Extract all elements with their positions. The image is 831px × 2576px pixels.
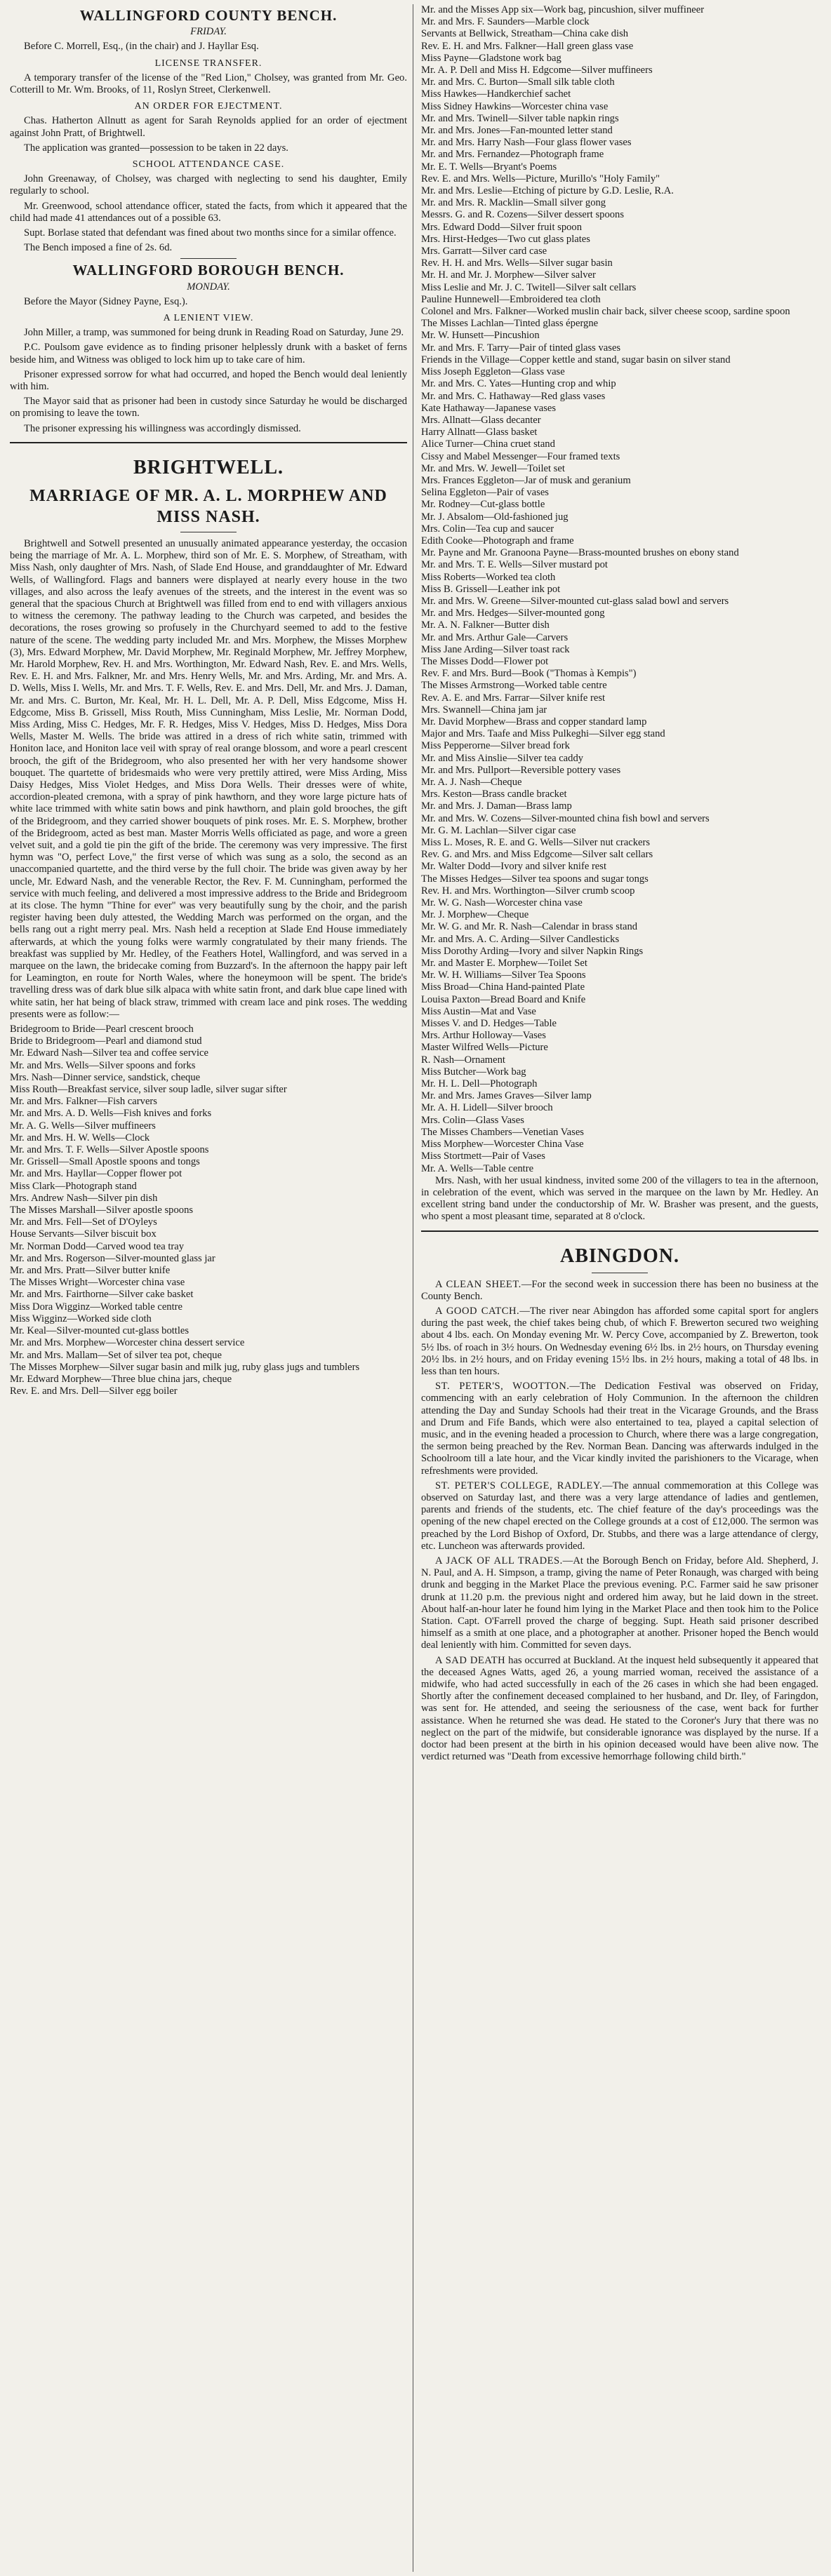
- list-item: The Misses Morphew—Silver sugar basin and milk jug, ruby glass jugs and tumblers: [10, 1361, 360, 1373]
- list-item: Miss Payne—Gladstone work bag: [421, 52, 561, 64]
- paragraph: John Greenaway, of Cholsey, was charged with neglecting to send his daughter, Emily regularly to school.: [10, 173, 407, 197]
- paragraph: The Bench imposed a fine of 2s. 6d.: [24, 242, 173, 254]
- list-item: Mr. and Mrs. C. Hathaway—Red glass vases: [421, 390, 606, 402]
- list-item: Master Wilfred Wells—Picture: [421, 1042, 548, 1054]
- paragraph: [421, 1555, 818, 1652]
- abingdon-section: [421, 1245, 818, 1764]
- list-item: Mr. and Miss Ainslie—Silver tea caddy: [421, 752, 584, 764]
- case-subheading: SCHOOL ATTENDANCE CASE.: [132, 159, 285, 170]
- list-item: Mr. and Mrs. Jones—Fan-mounted letter stand: [421, 125, 613, 137]
- list-item: Mr. and Mrs. Rogerson—Silver-mounted glass jar: [10, 1252, 215, 1264]
- list-item: Mr. and Mrs. Falkner—Fish carvers: [10, 1096, 157, 1108]
- list-item: Mr. and Mrs. James Graves—Silver lamp: [421, 1090, 592, 1102]
- brightwell-article: [10, 456, 407, 1397]
- divider: [180, 258, 237, 259]
- list-item: Miss B. Grissell—Leather ink pot: [421, 583, 561, 595]
- list-item: Mr. J. Morphew—Cheque: [421, 909, 529, 921]
- list-item: Mr. and Mrs. Pratt—Silver butter knife: [10, 1265, 171, 1277]
- list-item: Miss Pepperorne—Silver bread fork: [421, 740, 570, 752]
- paragraph: [421, 1381, 818, 1477]
- list-item: The Misses Dodd—Flower pot: [421, 655, 549, 667]
- paragraph: John Miller, a tramp, was summoned for being drunk in Reading Road on Saturday, June 29.: [24, 327, 404, 339]
- list-item: Mr. and the Misses App six—Work bag, pincushion, silver muffineer: [421, 4, 705, 15]
- list-item: Rev. H. H. and Mrs. Wells—Silver sugar basin: [421, 257, 613, 269]
- list-item: Mr. and Mrs. W. Greene—Silver-mounted cut-glass salad bowl and servers: [421, 595, 729, 607]
- section-heading: WALLINGFORD COUNTY BENCH.: [79, 7, 338, 24]
- paragraph-lead: A GOOD CATCH.: [435, 1305, 520, 1317]
- list-item: Mr. W. H. Williams—Silver Tea Spoons: [421, 970, 586, 981]
- paragraph: [421, 1480, 818, 1552]
- list-item: Mr. and Mrs. Fernandez—Photograph frame: [421, 149, 604, 161]
- presents-list-continued: [421, 4, 818, 1175]
- list-item: Miss L. Moses, R. E. and G. Wells—Silver nut crackers: [421, 837, 651, 849]
- list-item: Miss Routh—Breakfast service, silver soup ladle, silver sugar sifter: [10, 1084, 287, 1096]
- paragraph-body: —For the second week in succession there has been no business at the County Bench.: [421, 1278, 818, 1302]
- list-item: Mr. W. G. and Mr. R. Nash—Calendar in brass stand: [421, 921, 638, 933]
- list-item: The Misses Marshall—Silver apostle spoons: [10, 1205, 194, 1216]
- list-item: Mr. and Mrs. Mallam—Set of silver tea pot, cheque: [10, 1349, 222, 1361]
- list-item: Mr. Keal—Silver-mounted cut-glass bottles: [10, 1325, 190, 1337]
- paragraph-lead: ST. PETER'S COLLEGE, RADLEY.: [435, 1480, 603, 1491]
- list-item: Mr. and Mrs. H. W. Wells—Clock: [10, 1132, 150, 1143]
- list-item: Rev. F. and Mrs. Burd—Book ("Thomas à Kempis"): [421, 668, 637, 680]
- list-item: Mr. Rodney—Cut-glass bottle: [421, 499, 545, 511]
- list-item: Rev. E. and Mrs. Wells—Picture, Murillo's "Holy Family": [421, 173, 660, 185]
- paragraph-body: —At the Borough Bench on Friday, before Ald. Shepherd, J. N. Paul, and A. H. Simpson, a tramp, giving the name of Peter Ronaugh, was charged with being drunk and begging in the Market Place the previous evening. P.C. Farmer said he saw prisoner drunk at 11.20 p.m. the previous night and ordered him away, but he laid down in the street. About half-an-hour later he found him lying in the Market Place and then took him to the Police Station. Capt. O'Farrell proved the charge of begging. Supt. Heath said prisoner described himself as a smith at one place, and a photographer at another. Prisoner hoped the Bench would deal leniently with him. Committed for seven days.: [421, 1555, 818, 1651]
- list-item: Rev. H. and Mrs. Worthington—Silver crumb scoop: [421, 885, 635, 897]
- list-item: Mrs. Nash—Dinner service, sandstick, cheque: [10, 1071, 201, 1083]
- paragraph: A temporary transfer of the license of the "Red Lion," Cholsey, was granted from Mr. Geo. Cotterill to Mr. Wm. Brooks, of 11, Roslyn Street, Clerkenwell.: [10, 72, 407, 96]
- list-item: Mr. David Morphew—Brass and copper standard lamp: [421, 716, 647, 727]
- paragraph: Prisoner expressed sorrow for what had occurred, and hoped the Bench would deal leniently with him.: [10, 368, 407, 393]
- divider: [421, 1230, 818, 1232]
- case-subheading: AN ORDER FOR EJECTMENT.: [134, 101, 283, 112]
- paragraph: Chas. Hatherton Allnutt as agent for Sarah Reynolds applied for an order of ejectment against John Pratt, of Brightwell.: [10, 115, 407, 139]
- list-item: Miss Morphew—Worcester China Vase: [421, 1139, 584, 1151]
- paragraph-lead: A CLEAN SHEET.: [435, 1278, 521, 1290]
- list-item: Miss Stortmett—Pair of Vases: [421, 1151, 545, 1162]
- paragraph: [421, 1306, 818, 1378]
- right-column: [421, 4, 818, 2572]
- list-item: Mr. and Mrs. Hedges—Silver-mounted gong: [421, 608, 605, 619]
- section-heading: WALLINGFORD BOROUGH BENCH.: [72, 262, 345, 279]
- list-item: Mr. and Mrs. T. E. Wells—Silver mustard pot: [421, 559, 608, 571]
- list-item: Mr. and Mrs. F. Saunders—Marble clock: [421, 16, 590, 28]
- list-item: Colonel and Mrs. Falkner—Worked muslin chair back, silver cheese scoop, sardine spoon: [421, 306, 790, 318]
- list-item: Mrs. Andrew Nash—Silver pin dish: [10, 1192, 158, 1204]
- list-item: The Misses Armstrong—Worked table centre: [421, 680, 607, 692]
- list-item: Mr. and Mrs. R. Macklin—Small silver gong: [421, 197, 606, 209]
- list-item: Harry Allnatt—Glass basket: [421, 427, 538, 438]
- list-item: Miss Dora Wigginz—Worked table centre: [10, 1301, 182, 1313]
- list-item: Rev. A. E. and Mrs. Farrar—Silver knife rest: [421, 692, 606, 704]
- paragraph: The Mayor said that as prisoner had been in custody since Saturday he would be discharged on promising to leave the town.: [10, 396, 407, 420]
- list-item: Mr. Grissell—Small Apostle spoons and tongs: [10, 1156, 200, 1168]
- list-item: Mr. H. and Mr. J. Morphew—Silver salver: [421, 269, 596, 281]
- list-item: Servants at Bellwick, Streatham—China cake dish: [421, 28, 629, 40]
- wallingford-county-bench: [10, 7, 407, 254]
- list-item: The Misses Wright—Worcester china vase: [10, 1277, 185, 1289]
- list-item: Friends in the Village—Copper kettle and stand, sugar basin on silver stand: [421, 354, 731, 365]
- paragraph-body: —The annual commemoration at this College was observed on Saturday last, and there was a very large attendance of ladies and gentlemen, parents and friends of the students, etc. The chief feature of the day's proceedings was the opening of the new chapel erected on the College grounds at a cost of £12,000. The sermon was preached by the Lord Bishop of Oxford, Dr. Stubbs, and there was a large attendance of clergy, etc. Luncheon was afterwards provided.: [421, 1480, 818, 1552]
- section-heading: ABINGDON.: [559, 1245, 679, 1267]
- list-item: Mr. and Mrs. Morphew—Worcester china dessert service: [10, 1337, 245, 1349]
- list-item: Miss Broad—China Hand-painted Plate: [421, 981, 585, 993]
- paragraph: [421, 1655, 818, 1764]
- list-item: Mr. and Mrs. T. F. Wells—Silver Apostle spoons: [10, 1144, 209, 1156]
- list-item: Miss Hawkes—Handkerchief sachet: [421, 88, 571, 100]
- list-item: Mr. G. M. Lachlan—Silver cigar case: [421, 824, 576, 836]
- list-item: Miss Leslie and Mr. J. C. Twitell—Silver salt cellars: [421, 281, 637, 293]
- paragraph: Mrs. Nash, with her usual kindness, invited some 200 of the villagers to tea in the afternoon, in celebration of the event, which was served in the marquee on the lawn by Mr. Hedley. An excellent string band under the conductorship of Mr. W. Brasher was present, and the guests, who spent a most pleasant time, separated at 8 o'clock.: [421, 1174, 818, 1223]
- list-item: Mr. W. Hunsett—Pincushion: [421, 330, 540, 342]
- list-item: Miss Clark—Photograph stand: [10, 1180, 137, 1192]
- list-item: Major and Mrs. Taafe and Miss Pulkeghi—Silver egg stand: [421, 728, 665, 740]
- list-item: House Servants—Silver biscuit box: [10, 1228, 157, 1240]
- list-item: Mr. and Mrs. Leslie—Etching of picture by G.D. Leslie, R.A.: [421, 185, 674, 197]
- list-item: Edith Cooke—Photograph and frame: [421, 535, 574, 546]
- list-item: Mrs. Hirst-Hedges—Two cut glass plates: [421, 233, 590, 245]
- paragraph: The application was granted—possession to be taken in 22 days.: [24, 142, 288, 154]
- list-item: Mr. A. H. Lidell—Silver brooch: [421, 1102, 553, 1114]
- list-item: Mr. and Mrs. C. Burton—Small silk table cloth: [421, 76, 615, 88]
- list-item: Miss Sidney Hawkins—Worcester china vase: [421, 100, 609, 112]
- left-column: [10, 4, 407, 2572]
- list-item: Miss Dorothy Arding—Ivory and silver Napkin Rings: [421, 945, 644, 957]
- list-item: Mr. and Mrs. A. C. Arding—Silver Candlesticks: [421, 933, 620, 945]
- list-item: Mr. and Mrs. Pullport—Reversible pottery vases: [421, 764, 621, 776]
- list-item: Mr. A. J. Nash—Cheque: [421, 777, 522, 788]
- list-item: Mrs. Keston—Brass candle bracket: [421, 789, 567, 800]
- list-item: Mr. and Mrs. Fairthorne—Silver cake basket: [10, 1289, 194, 1301]
- list-item: Mr. and Mrs. Harry Nash—Four glass flower vases: [421, 137, 632, 149]
- list-item: Louisa Paxton—Bread Board and Knife: [421, 993, 586, 1005]
- list-item: Mrs. Allnatt—Glass decanter: [421, 414, 541, 426]
- list-item: Mr. Edward Nash—Silver tea and coffee service: [10, 1047, 208, 1059]
- article-headline: MARRIAGE OF MR. A. L. MORPHEW AND MISS NASH.: [29, 486, 387, 526]
- list-item: Mr. and Mrs. W. Cozens—Silver-mounted china fish bowl and servers: [421, 812, 710, 824]
- list-item: Mr. and Mrs. C. Yates—Hunting crop and whip: [421, 378, 616, 390]
- list-item: Selina Eggleton—Pair of vases: [421, 487, 549, 499]
- case-subheading: LICENSE TRANSFER.: [154, 58, 262, 69]
- paragraph: [421, 1279, 818, 1303]
- list-item: Mr. J. Absalom—Old-fashioned jug: [421, 511, 569, 523]
- paragraph-body: —The river near Abingdon has afforded some capital sport for anglers during the past week, the chief takes being chub, of which F. Brewerton secured two weighing about 4 lbs. each. On Monday evening Mr. W. Percy Cove, accompanied by Z. Brewerton, took 5½ lbs. of roach in 3½ hours. On Wednesday evening 6½ lbs. in 2½ hours, on Thursday evening 20½ lbs. in 2½ hours, and on Friday evening 15½ lbs. in 2½ hours, making a total of 48 lbs. in less than ten hours.: [421, 1305, 818, 1377]
- sitting-day: MONDAY.: [187, 281, 230, 293]
- list-item: Misses V. and D. Hedges—Table: [421, 1018, 557, 1030]
- paragraph-body: has occurred at Buckland. At the inquest held subsequently it appeared that the deceased Agnes Watts, aged 26, a young married woman, received the assistance of a midwife, who had acted successfully in each of the 26 cases in which she had been engaged. Shortly after the confinement deceased complained to her husband, and Dr. Iley, of Faringdon, was sent for. He attended, and seeing the seriousness of the case, went back for further assistance. When he returned she was dead. He stated to the Coroner's Jury that there was no neglect on the part of the midwife, but considerable ignorance was displayed by the nurse. If a doctor had been present at the birth in his opinion deceased would have been alive now. The verdict returned was "Death from excessive hemorrhage following child birth.": [421, 1654, 818, 1763]
- list-item: Miss Joseph Eggleton—Glass vase: [421, 366, 565, 378]
- list-item: The Misses Lachlan—Tinted glass épergne: [421, 318, 599, 330]
- list-item: Bridegroom to Bride—Pearl crescent brooch: [10, 1024, 194, 1035]
- list-item: Miss Austin—Mat and Vase: [421, 1005, 536, 1017]
- list-item: Mr. and Mrs. Fell—Set of D'Oyleys: [10, 1216, 157, 1228]
- list-item: R. Nash—Ornament: [421, 1054, 505, 1066]
- list-item: Mrs. Edward Dodd—Silver fruit spoon: [421, 221, 583, 233]
- list-item: Mrs. Swannell—China jam jar: [421, 704, 547, 716]
- list-item: Mr. H. L. Dell—Photograph: [421, 1078, 538, 1090]
- case-subheading: A LENIENT VIEW.: [163, 313, 254, 324]
- list-item: Miss Roberts—Worked tea cloth: [421, 571, 556, 583]
- list-item: Miss Butcher—Work bag: [421, 1066, 526, 1078]
- list-item: Mr. A. N. Falkner—Butter dish: [421, 619, 550, 631]
- list-item: Mr. and Mrs. A. D. Wells—Fish knives and forks: [10, 1108, 212, 1120]
- list-item: The Misses Chambers—Venetian Vases: [421, 1126, 584, 1138]
- list-item: Mrs. Garratt—Silver card case: [421, 246, 547, 257]
- list-item: Mr. A. Wells—Table centre: [421, 1162, 534, 1174]
- list-item: Mr. and Master E. Morphew—Toilet Set: [421, 958, 587, 970]
- list-item: Mr. and Mrs. F. Tarry—Pair of tinted glass vases: [421, 342, 621, 354]
- paragraph-body: —The Dedication Festival was observed on Friday, commencing with an early celebration of Holy Communion. In the afternoon the children attending the Day and Sunday Schools had their treat in the Vicarage Grounds, and the Brass and Drum and Fife Bands, which were also entertained to tea, played a capital selection of music, and in the evening headed a procession to Church, where there was a large congregation, the sermon being preached by the Rev. Norman Bean. Dancing was afterwards indulged in the Schoolroom till a late hour, and the Vicar kindly invited the parishioners to the Vicarage, when refreshments were provided.: [421, 1381, 818, 1477]
- magistrates-line: Before the Mayor (Sidney Payne, Esq.).: [24, 295, 188, 307]
- paragraph: Supt. Borlase stated that defendant was fined about two months since for a similar offence.: [24, 227, 397, 239]
- list-item: Mr. Walter Dodd—Ivory and silver knife rest: [421, 861, 607, 873]
- list-item: Mrs. Frances Eggleton—Jar of musk and geranium: [421, 474, 631, 486]
- list-item: Miss Wigginz—Worked side cloth: [10, 1313, 152, 1324]
- list-item: Bride to Bridegroom—Pearl and diamond stud: [10, 1035, 202, 1047]
- paragraph-lead: A JACK OF ALL TRADES.: [435, 1555, 563, 1567]
- list-item: Miss Jane Arding—Silver toast rack: [421, 643, 570, 655]
- magistrates-line: Before C. Morrell, Esq., (in the chair) and J. Hayllar Esq.: [24, 41, 259, 53]
- list-item: Rev. E. and Mrs. Dell—Silver egg boiler: [10, 1386, 178, 1397]
- list-item: Mr. E. T. Wells—Bryant's Poems: [421, 161, 557, 173]
- list-item: Mr. and Mrs. Hayllar—Copper flower pot: [10, 1168, 182, 1180]
- list-item: Mrs. Colin—Glass Vases: [421, 1114, 524, 1126]
- section-heading: BRIGHTWELL.: [133, 456, 284, 478]
- list-item: Kate Hathaway—Japanese vases: [421, 402, 557, 414]
- list-item: Mr. and Mrs. J. Daman—Brass lamp: [421, 800, 572, 812]
- list-item: Rev. E. H. and Mrs. Falkner—Hall green glass vase: [421, 40, 634, 52]
- paragraph: Brightwell and Sotwell presented an unusually animated appearance yesterday, the occasion being the marriage of Mr. A. L. Morphew, third son of Mr. E. S. Morphew, of Streatham, with Miss Nash, only daughter of Mrs. Nash, of Slade End House, and granddaughter of Mr. Edward Wells, of Wallingford. Flags and banners were displayed at nearly every house in the two villages, and also across the leafy avenues of the streets, and the interest in the event was so general that the spacious Church at Brightwell was filled from end to end with villagers anxious to witness the ceremony. The pathway leading to the Church was carpeted, and besides the decorations, the roses growing so profusely in the Churchyard seemed to add to the festive nature of the scene. The wedding party included Mr. and Mrs. Morphew, the Misses Morphew (3), Mrs. Edward Morphew, Mr. David Morphew, Mr. Reginald Morphew, Mr. Jeffrey Morphew, Mr. Harold Morphew, Rev. H. and Mrs. Worthington, Mr. Edward Nash, Rev. E. and Mrs. Wells, Rev. E. H. and Mrs. Falkner, Mr. and Mrs. Henry Wells, Mr. and Mrs. Arding, Mr. and Mrs. A. D. Wells, Miss I. Wells, Mr. and Mrs. T. F. Wells, Rev. E. and Mrs. Dell, Mr. and Mrs. J. Daman, Mr. and Mrs. C. Burton, Mr. Keal, Mr. H. L. Dell, Mr. A. P. Dell, Miss Edgcome, Miss H. Edgcome, Miss B. Grissell, Miss Routh, Miss Cunningham, Miss Leslie, Mr. Norman Dodd, Miss Arding, Miss C. Hedges, Mr. F. R. Hedges, Miss V. Hedges, Miss D. Hedges, Miss Dora Wells, Master M. Wells. The bride was attired in a dress of rich white satin, trimmed with Honiton lace, and Honiton lace veil with spray of real orange blossom, and wore a pearl crescent brooch, the gift of the Bridegroom, who also presented her with her very handsome shower bouquet. The quartette of bridesmaids who were very prettily attired, were Miss Arding, Miss Daisy Hedges, Miss Violet Hedges, and Miss Dora Wells. Their dresses were of white, accordion-pleated cremona, with a spray of pink hawthorn, and they wore large picture hats of white lace trimmed with white satin bows and pink hawthorn, and plain gold brooches, the gift of the Bridegroom, and they carried shower bouquets of pink roses. Mr. E. S. Morphew, brother of the Bridegroom, acted as best man. Master Morris Wells officiated as page, and wore a green velvet suit, and a gold tie pin the gift of the bride. The ceremony was very impressive. The first hymn was "O, perfect Love," the first verse of which was sung as a solo, the second as an unaccompanied quartette, and the third verse by the full choir. The bride was given away by her uncle, Mr. Edward Nash, and the venerable Rector, the Rev. F. M. Cunningham, performed the service with much feeling, and delivered a most impressive address to the Bride and Bridegroom at its close. The hymn "Thine for ever" was very beautifully sung by the choir, and the parish register having been duly attested, the Wedding March was performed on the organ, and the bells rang out a right merry peal. Mrs. Nash held a reception at Slade End House immediately afterwards, at which the young folks were warmly congratulated by their many friends. The breakfast was supplied by Mr. Hedley, of the Feathers Hotel, Wallingford, and was served in a marquee on the lawn, the bridecake coming from Buzzard's. In the afternoon the happy pair left for Leamington, en route for North Wales, where the honeymoon will be spent. The bride's travelling dress was of dark blue silk alpaca with white satin front, and dark blue cape lined with white satin, her hat being of black straw, trimmed with cream lace and pink roses. The wedding presents were as follow:—: [10, 537, 407, 1020]
- list-item: Alice Turner—China cruet stand: [421, 438, 555, 450]
- list-item: Mr. Edward Morphew—Three blue china jars, cheque: [10, 1373, 232, 1385]
- paragraph-lead: A SAD DEATH: [435, 1654, 506, 1666]
- list-item: Mr. A. G. Wells—Silver muffineers: [10, 1120, 156, 1132]
- sitting-day: FRIDAY.: [190, 26, 227, 38]
- paragraph: The prisoner expressing his willingness was accordingly dismissed.: [24, 422, 301, 434]
- wallingford-borough-bench: [10, 264, 407, 434]
- divider: [10, 442, 407, 443]
- list-item: Pauline Hunnewell—Embroidered tea cloth: [421, 293, 601, 305]
- list-item: Mr. and Mrs. Wells—Silver spoons and forks: [10, 1059, 196, 1071]
- list-item: Messrs. G. and R. Cozens—Silver dessert spoons: [421, 209, 625, 221]
- list-item: Cissy and Mabel Messenger—Four framed texts: [421, 450, 620, 462]
- list-item: Mrs. Arthur Holloway—Vases: [421, 1030, 546, 1042]
- list-item: Mr. A. P. Dell and Miss H. Edgcome—Silver muffineers: [421, 65, 653, 76]
- list-item: Mrs. Colin—Tea cup and saucer: [421, 523, 554, 535]
- list-item: Rev. G. and Mrs. and Miss Edgcome—Silver salt cellars: [421, 849, 653, 861]
- paragraph: Mr. Greenwood, school attendance officer, stated the facts, from which it appeared that the child had made 41 attendances out of a possible 63.: [10, 200, 407, 224]
- paragraph-lead: ST. PETER'S, WOOTTON.: [435, 1381, 570, 1393]
- list-item: Mr. Payne and Mr. Granoona Payne—Brass-mounted brushes on ebony stand: [421, 547, 739, 559]
- paragraph: P.C. Poulsom gave evidence as to finding prisoner helplessly drunk with a basket of ferns beside him, and Witness was obliged to lock him up to take care of him.: [10, 342, 407, 365]
- list-item: Mr. and Mrs. W. Jewell—Toilet set: [421, 462, 565, 474]
- list-item: The Misses Hedges—Silver tea spoons and sugar tongs: [421, 873, 649, 885]
- presents-list: [10, 1024, 407, 1397]
- list-item: Mr. W. G. Nash—Worcester china vase: [421, 897, 583, 909]
- list-item: Mr. and Mrs. Arthur Gale—Carvers: [421, 631, 569, 643]
- list-item: Mr. and Mrs. Twinell—Silver table napkin rings: [421, 112, 619, 124]
- list-item: Mr. Norman Dodd—Carved wood tea tray: [10, 1240, 185, 1252]
